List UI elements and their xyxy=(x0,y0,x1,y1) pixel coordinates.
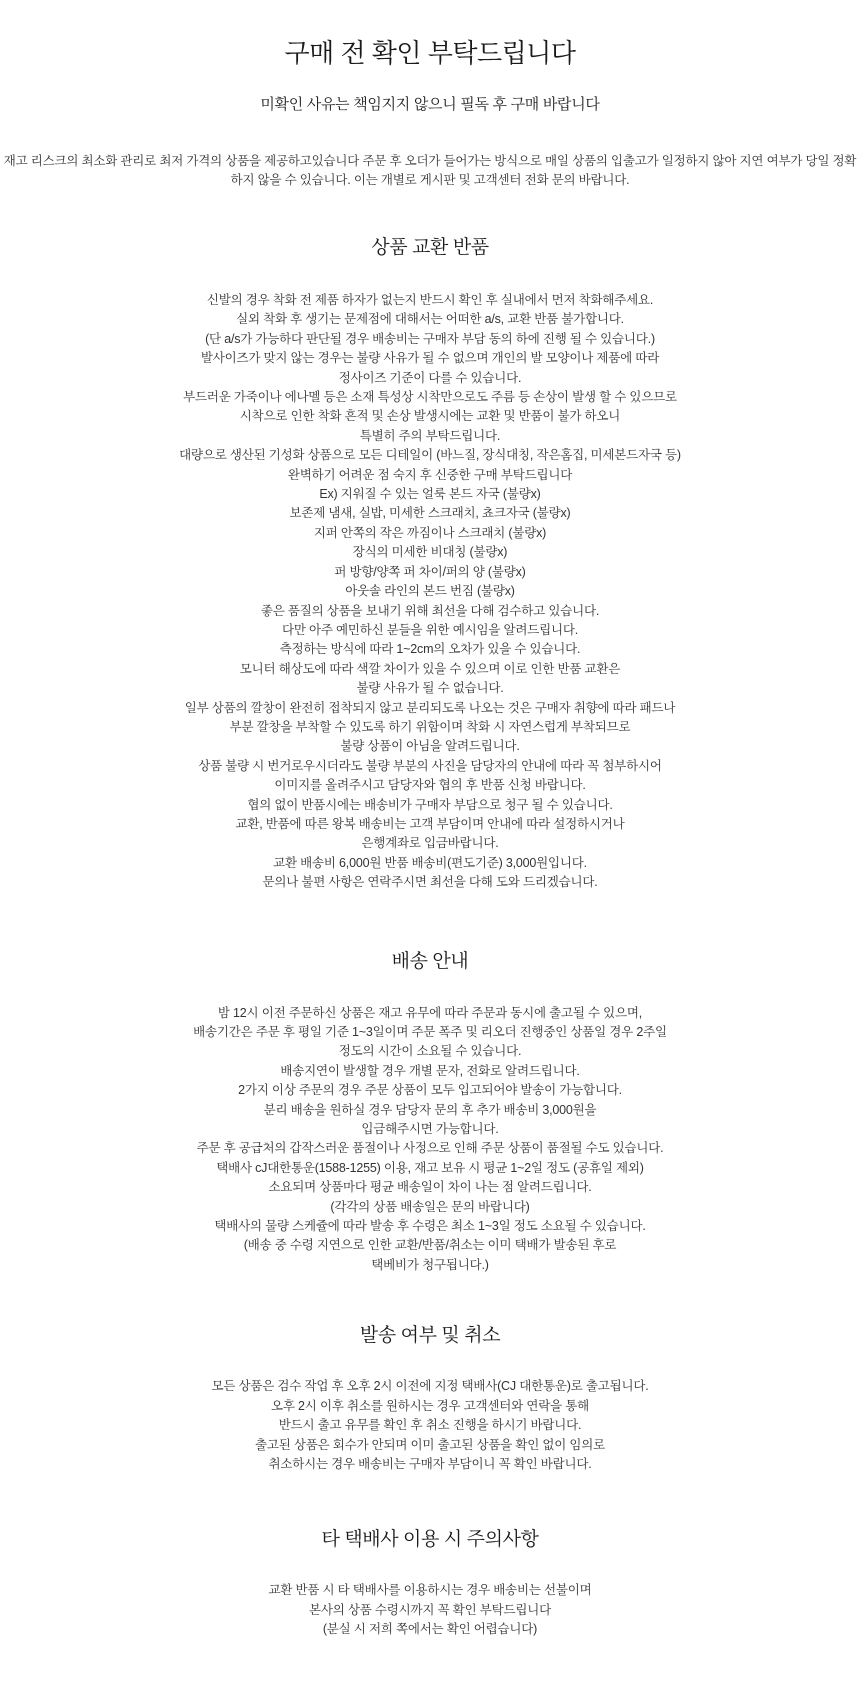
text-line: 불량 상품이 아님을 알려드립니다. xyxy=(340,739,520,754)
text-line: 취소하시는 경우 배송비는 구매자 부담이니 꼭 확인 바랍니다. xyxy=(268,1456,592,1471)
section-body-other-courier xyxy=(0,1551,860,1639)
text-line: (각각의 상품 배송일은 문의 바랍니다) xyxy=(330,1199,530,1214)
text-line: 교환, 반품에 따른 왕복 배송비는 고객 부담이며 안내에 따라 설정하시거나 xyxy=(235,816,625,831)
intro-line: 재고 리스크의 최소화 관리로 최저 가격의 상품을 제공하고있습니다 xyxy=(3,154,360,168)
text-line: 2가지 이상 주문의 경우 주문 상품이 모두 입고되어야 발송이 가능합니다. xyxy=(238,1083,622,1098)
section-body-shipping-cancel xyxy=(0,1347,860,1474)
section-delivery-info xyxy=(0,893,860,1276)
section-title-exchange-return: 상품 교환 반품 xyxy=(371,237,489,258)
text-line: 소요되며 상품마다 평균 배송일이 차이 나는 점 알려드립니다. xyxy=(268,1180,592,1195)
text-line: 측정하는 방식에 따라 1~2cm의 오차가 있을 수 있습니다. xyxy=(279,642,581,657)
text-line: 밤 12시 이전 주문하신 상품은 재고 유무에 따라 주문과 동시에 출고될 수 있으며, xyxy=(217,1005,643,1020)
text-line: (분실 시 저희 쪽에서는 확인 어렵습니다) xyxy=(322,1622,538,1637)
text-line: 지퍼 안쪽의 작은 까짐이나 스크래치 (불량x) xyxy=(313,525,547,540)
section-exchange-return xyxy=(0,190,860,893)
text-line: 아웃솔 라인의 본드 번짐 (불량x) xyxy=(345,584,515,599)
section-title-shipping-cancel: 발송 여부 및 취소 xyxy=(359,1325,501,1347)
text-line: 택배사의 물량 스케쥴에 따라 발송 후 수령은 최소 1~3일 정도 소요될 수 있습니다. xyxy=(214,1219,646,1234)
text-line: 출고된 상품은 회수가 안되며 이미 출고된 상품을 확인 없이 임의로 xyxy=(254,1437,606,1452)
text-line: 정도의 시간이 소요될 수 있습니다. xyxy=(338,1044,522,1059)
intro-paragraph xyxy=(0,114,860,190)
text-line: (배송 중 수령 지연으로 인한 교환/반품/취소는 이미 택배가 발송된 후로 xyxy=(243,1238,617,1253)
text-line: 모니터 해상도에 따라 색깔 차이가 있을 수 있으며 이로 인한 반품 교환은 xyxy=(239,661,621,676)
text-line: 택베비가 청구됩니다.) xyxy=(371,1257,489,1272)
text-line: 오후 2시 이후 취소를 원하시는 경우 고객센터와 연락을 통해 xyxy=(271,1398,589,1413)
text-line: 신발의 경우 착화 전 제품 하자가 없는지 반드시 확인 후 실내에서 먼저 착화해주세요. xyxy=(206,293,654,307)
intro-line: 이는 개별로 게시판 및 고객센터 전화 문의 바랍니다. xyxy=(353,173,630,187)
text-line: 반드시 출고 유무를 확인 후 취소 진행을 하시기 바랍니다. xyxy=(278,1418,582,1433)
text-line: 배송기간은 주문 후 평일 기준 1~3일이며 주문 폭주 및 리오더 진행중인 상품일 경우 2주일 xyxy=(193,1025,667,1039)
text-line: 시착으로 인한 착화 흔적 및 손상 발생시에는 교환 및 반품이 불가 하오니 xyxy=(239,409,621,424)
text-line: 이미지를 올려주시고 담당자와 협의 후 반품 신청 바랍니다. xyxy=(274,778,586,793)
text-line: 다만 아주 예민하신 분들을 위한 예시임을 알려드립니다. xyxy=(281,622,579,637)
text-line: 협의 없이 반품시에는 배송비가 구매자 부담으로 청구 될 수 있습니다. xyxy=(247,797,613,812)
bottom-spacer xyxy=(0,1640,860,1700)
text-line: 정사이즈 기준이 다를 수 있습니다. xyxy=(338,370,522,385)
text-line: 분리 배송을 원하실 경우 담당자 문의 후 추가 배송비 3,000원을 xyxy=(263,1102,597,1117)
text-line: 입금해주시면 가능합니다. xyxy=(361,1122,499,1137)
section-other-courier xyxy=(0,1474,860,1639)
text-line: 본사의 상품 수령시까지 꼭 확인 부탁드립니다 xyxy=(309,1602,551,1617)
text-line: 특별히 주의 부탁드립니다. xyxy=(359,428,501,443)
text-line: 좋은 품질의 상품을 보내기 위해 최선을 다해 검수하고 있습니다. xyxy=(260,603,600,618)
text-line: 퍼 방향/양쪽 퍼 차이/퍼의 양 (불량x) xyxy=(334,564,526,579)
section-shipping-cancel xyxy=(0,1275,860,1474)
text-line: 보존제 냄새, 실밥, 미세한 스크래치, 쵸크자국 (불량x) xyxy=(289,506,571,521)
page-subtitle: 미확인 사유는 책임지지 않으니 필독 후 구매 바랍니다 xyxy=(260,96,600,113)
page-title: 구매 전 확인 부탁드립니다 xyxy=(284,38,576,68)
text-line: 교환 배송비 6,000원 반품 배송비(편도기준) 3,000원입니다. xyxy=(273,855,587,870)
text-line: 문의나 불편 사항은 연락주시면 최선을 다해 도와 드리겠습니다. xyxy=(262,875,598,890)
text-line: 완벽하기 어려운 점 숙지 후 신중한 구매 부탁드립니다 xyxy=(287,467,573,482)
text-line: 대량으로 생산된 기성화 상품으로 모든 디테일이 (바느질, 장식대칭, 작은홈집, 미세본드자국 등) xyxy=(179,448,681,463)
intro-line: 주문 후 오더가 들어가는 방식으로 매일 상품의 입출고가 일정하지 않아 지연 여부가 당일 정확하지 않을 수 있습니다. xyxy=(230,154,857,187)
text-line: 부드러운 가죽이나 에나멜 등은 소재 특성상 시착만으로도 주름 등 손상이 발생 할 수 있으므로 xyxy=(183,390,677,405)
text-line: Ex) 지워질 수 있는 얼룩 본드 자국 (불량x) xyxy=(319,487,541,502)
section-title-delivery-info: 배송 안내 xyxy=(391,950,469,972)
text-line: 부분 깔창을 부착할 수 있도록 하기 위함이며 착화 시 자연스럽게 부착되므로 xyxy=(229,719,631,734)
text-line: 불량 사유가 될 수 없습니다. xyxy=(356,681,504,696)
text-line: 택배사 cJ대한통운(1588-1255) 이용, 재고 보유 시 평균 1~2일 정도 (공휴일 제외) xyxy=(216,1160,644,1175)
text-line: 장식의 미세한 비대칭 (불량x) xyxy=(352,545,508,560)
text-line: 모든 상품은 검수 작업 후 오후 2시 이전에 지정 택배사(CJ 대한통운)로 출고됩니다. xyxy=(211,1379,649,1394)
text-line: 실외 착화 후 생기는 문제점에 대해서는 어떠한 a/s, 교환 반품 불가합니다. xyxy=(236,312,624,327)
text-line: 주문 후 공급처의 갑작스러운 품절이나 사정으로 인해 주문 상품이 품절될 수도 있습니다. xyxy=(196,1141,664,1156)
text-line: 교환 반품 시 타 택배사를 이용하시는 경우 배송비는 선불이며 xyxy=(268,1583,592,1598)
text-line: 일부 상품의 깔창이 완전히 접착되지 않고 분리되도록 나오는 것은 구매자 취향에 따라 패드나 xyxy=(184,700,676,715)
text-line: 은행계좌로 입금바랍니다. xyxy=(361,836,499,851)
text-line: 배송지연이 발생할 경우 개별 문자, 전화로 알려드립니다. xyxy=(280,1063,580,1078)
text-line: (단 a/s가 가능하다 판단될 경우 배송비는 구매자 부담 동의 하에 진행 될 수 있습니다.) xyxy=(205,331,655,346)
section-body-exchange-return xyxy=(0,259,860,893)
section-title-other-courier: 타 택배사 이용 시 주의사항 xyxy=(321,1529,539,1551)
section-body-delivery-info xyxy=(0,973,860,1276)
text-line: 상품 불량 시 번거로우시더라도 불량 부분의 사진을 담당자의 안내에 따라 꼭 첨부하시어 xyxy=(198,758,662,773)
text-line: 발사이즈가 맞지 않는 경우는 불량 사유가 될 수 없으며 개인의 발 모양이나 제품에 따라 xyxy=(200,351,660,366)
